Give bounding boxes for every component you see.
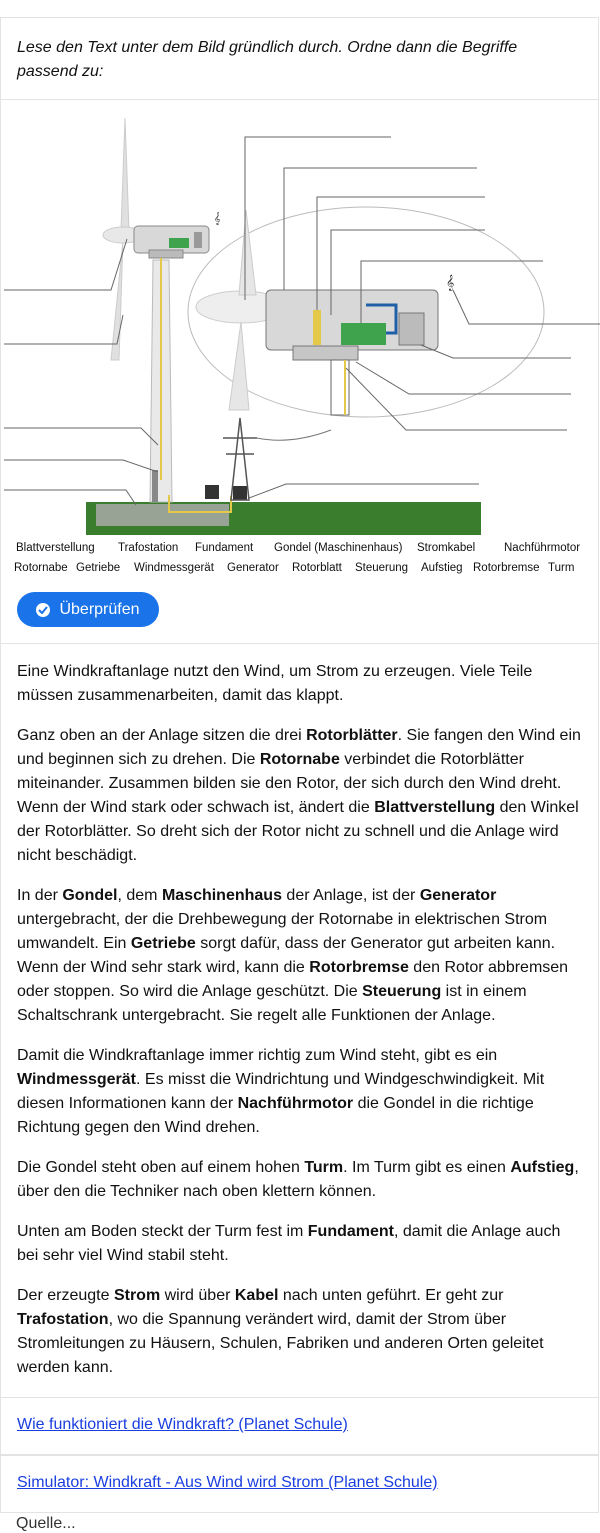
- keyword: Generator: [419, 887, 497, 904]
- keyword: Maschinenhaus: [161, 887, 282, 904]
- link-simulator-planet-schule[interactable]: Simulator: Windkraft - Aus Wind wird Strom (Planet Schule): [17, 1474, 438, 1491]
- keyword: Windmessgerät: [17, 1071, 136, 1088]
- keyword: Steuerung: [362, 983, 442, 1000]
- reading-text-card: [0, 643, 599, 1398]
- term-rotornabe[interactable]: Rotornabe: [14, 562, 68, 574]
- link-windkraft-planet-schule[interactable]: Wie funktioniert die Windkraft? (Planet Schule): [17, 1416, 348, 1433]
- keyword: Fundament: [307, 1223, 394, 1240]
- term-blattverstellung[interactable]: Blattverstellung: [16, 542, 95, 554]
- term-nachfuehrmotor[interactable]: Nachführmotor: [504, 542, 581, 554]
- link-card-2: [0, 1455, 599, 1513]
- term-rotorblatt[interactable]: Rotorblatt: [292, 562, 342, 574]
- keyword: Turm: [304, 1159, 344, 1176]
- paragraph: Die Gondel steht oben auf einem hohen Turm. Im Turm gibt es einen Aufstieg, über den die Techniker nach oben klettern können.: [17, 1159, 579, 1200]
- keyword: Rotorbremse: [309, 959, 409, 976]
- paragraph: Eine Windkraftanlage nutzt den Wind, um Strom zu erzeugen. Viele Teile müssen zusammenarbeiten, damit das klappt.: [17, 663, 533, 704]
- svg-text:𝄞: 𝄞: [214, 213, 221, 225]
- paragraph: Der erzeugte Strom wird über Kabel nach unten geführt. Er geht zur Trafostation, wo die Spannung verändert wird, damit der Strom über Stromleitungen zu Häusern, Schulen, Fabriken und anderen Orten geleitet werden kann.: [17, 1287, 544, 1376]
- keyword: Aufstieg: [510, 1159, 575, 1176]
- keyword: Nachführmotor: [237, 1095, 354, 1112]
- reading-text: [17, 660, 582, 1380]
- check-circle-icon: [36, 603, 50, 617]
- wind-turbine-diagram: [1, 100, 600, 540]
- paragraph: Damit die Windkraftanlage immer richtig zum Wind steht, gibt es ein Windmessgerät. Es misst die Windrichtung und Windgeschwindigkeit. Mit diesen Informationen kann der Nachführmotor die Gondel in die richtige Richtung gegen den Wind drehen.: [17, 1047, 545, 1136]
- keyword: Trafostation: [17, 1311, 109, 1328]
- term-stromkabel[interactable]: Stromkabel: [417, 542, 476, 554]
- paragraph: In der Gondel, dem Maschinenhaus der Anlage, ist der Generator untergebracht, der die Drehbewegung der Rotornabe in elektrischen Strom umwandelt. Ein Getriebe sorgt dafür, dass der Generator gut arbeiten kann. Wenn der Wind sehr stark wird, kann die Rotorbremse den Rotor abbremsen oder stoppen. So wird die Anlage geschützt. Die Steuerung ist in einem Schaltschrank untergebracht. Sie regelt alle Funktionen der Anlage.: [17, 887, 569, 1024]
- keyword: Blattverstellung: [374, 799, 496, 816]
- keyword: Gondel: [62, 887, 118, 904]
- term-steuerung[interactable]: Steuerung: [355, 562, 409, 574]
- term-trafostation[interactable]: Trafostation: [118, 542, 179, 554]
- keyword: Kabel: [234, 1287, 279, 1304]
- keyword: Rotornabe: [259, 751, 340, 768]
- term-gondel[interactable]: Gondel (Maschinenhaus): [274, 542, 403, 554]
- link-card-1: [0, 1397, 599, 1455]
- paragraph: Unten am Boden steckt der Turm fest im Fundament, damit die Anlage auch bei sehr viel Wind stabil steht.: [17, 1223, 561, 1264]
- keyword: Getriebe: [130, 935, 196, 952]
- check-button-label: Überprüfen: [59, 600, 140, 618]
- check-button[interactable]: [17, 592, 159, 627]
- svg-text:𝄞: 𝄞: [446, 274, 455, 290]
- keyword: Strom: [113, 1287, 161, 1304]
- paragraph: Ganz oben an der Anlage sitzen die drei Rotorblätter. Sie fangen den Wind ein und beginnen sich zu drehen. Die Rotornabe verbindet die Rotorblätter miteinander. Zusammen bilden sie den Rotor, der sich durch den Wind dreht. Wenn der Wind stark oder schwach ist, ändert die Blattverstellung den Winkel der Rotorblätter. So dreht sich der Rotor nicht zu schnell und die Anlage wird nicht beschädigt.: [17, 727, 581, 864]
- term-fundament[interactable]: Fundament: [195, 542, 254, 554]
- term-aufstieg[interactable]: Aufstieg: [421, 562, 463, 574]
- term-turm[interactable]: Turm: [548, 562, 575, 574]
- term-windmessgeraet[interactable]: Windmessgerät: [134, 562, 214, 574]
- instruction-card: [0, 17, 599, 100]
- diagram-card: [0, 99, 599, 644]
- cut-off-text: Quelle...: [16, 1515, 76, 1532]
- term-rotorbremse[interactable]: Rotorbremse: [473, 562, 540, 574]
- keyword: Rotorblätter: [306, 727, 398, 744]
- term-getriebe[interactable]: Getriebe: [76, 562, 121, 574]
- term-generator[interactable]: Generator: [227, 562, 279, 574]
- instruction-text: Lese den Text unter dem Bild gründlich durch. Ordne dann die Begriffe passend zu:: [17, 39, 518, 80]
